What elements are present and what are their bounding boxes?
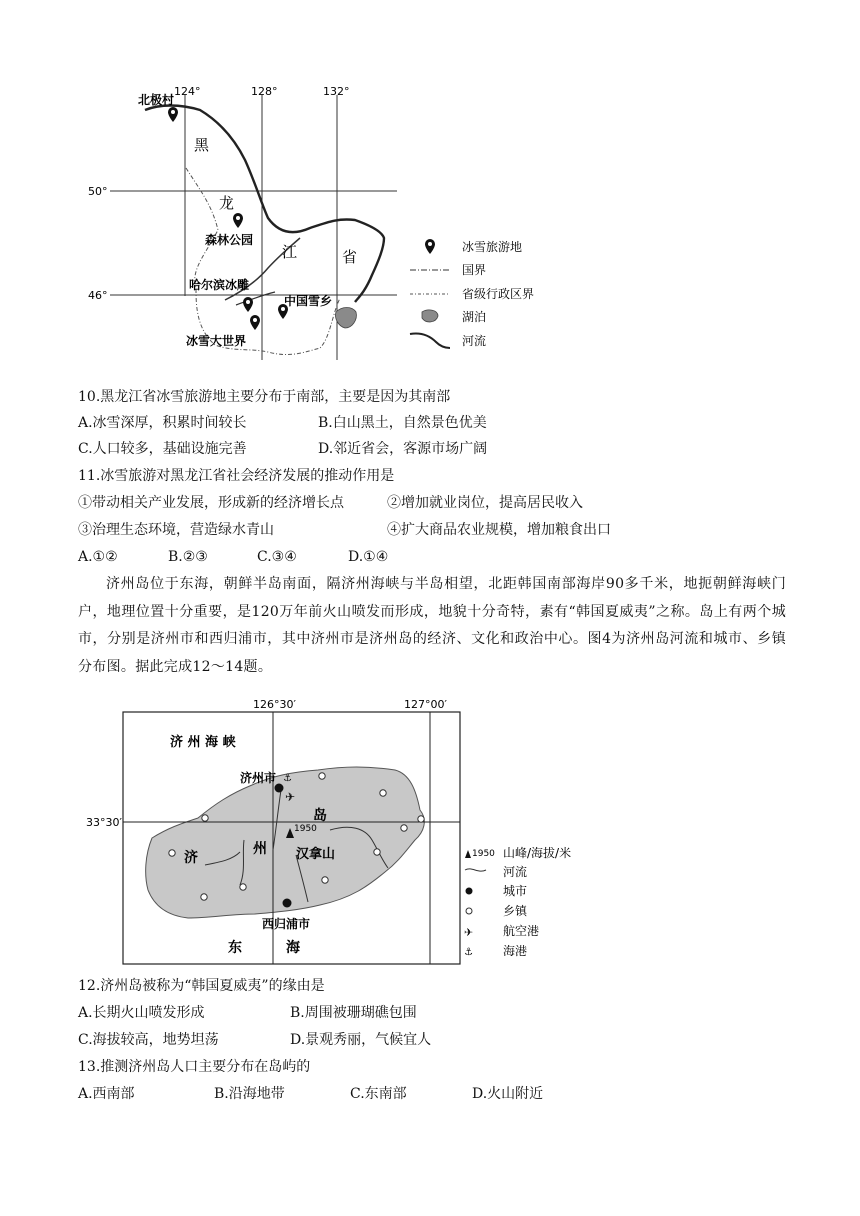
place-ice-world: 冰雪大世界: [186, 334, 247, 348]
legend-airport: 航空港: [503, 924, 540, 938]
river-south: [236, 292, 275, 305]
legend-river-icon: [410, 333, 450, 348]
q13-option-c: C.东南部: [350, 1086, 407, 1102]
q12-stem: 12.济州岛被称为“韩国夏威夷”的缘由是: [78, 978, 325, 994]
place-snow-town: 中国雪乡: [284, 294, 333, 308]
q11-item-1: ①带动相关产业发展，形成新的经济增长点: [78, 495, 344, 511]
province-char-sheng: 省: [342, 248, 358, 266]
lat-label-46: 46°: [88, 289, 108, 302]
q10-stem: 10.黑龙江省冰雪旅游地主要分布于南部，主要是因为其南部: [78, 389, 451, 405]
q13-option-a: A.西南部: [78, 1086, 135, 1102]
city-label-seogwipo: 西归浦市: [262, 917, 311, 931]
q12-option-c: C.海拔较高，地势坦荡: [78, 1032, 219, 1048]
q13-option-b: B.沿海地带: [214, 1086, 285, 1102]
province-char-long: 龙: [219, 194, 235, 212]
q11-option-a: A.①②: [78, 549, 118, 565]
legend-seaport: 海港: [503, 944, 528, 958]
q11-item-2: ②增加就业岗位，提高居民收入: [387, 495, 583, 511]
q11-item-4: ④扩大商品农业规模，增加粮食出口: [387, 522, 611, 538]
legend-river-icon: [465, 869, 486, 871]
legend-tourist-site: 冰雪旅游地: [462, 240, 523, 254]
legend-city: 城市: [503, 884, 528, 898]
legend-national-border: 国界: [462, 263, 487, 277]
beiji-village-marker: [168, 107, 178, 122]
q13-stem: 13.推测济州岛人口主要分布在岛屿的: [78, 1059, 311, 1075]
legend-town: 乡镇: [503, 904, 528, 918]
island-char-2: 州: [253, 841, 267, 857]
lon-label-126-30: 126°30′: [253, 698, 296, 711]
legend-airport-icon: ✈: [464, 926, 474, 939]
map1-markers: [168, 107, 288, 330]
city-label-jeju: 济州市: [240, 771, 277, 785]
q10-option-c: C.人口较多，基础设施完善: [78, 441, 247, 457]
legend-city-icon: [466, 888, 473, 895]
peak-name: 汉拿山: [296, 847, 336, 862]
q13-option-d: D.火山附近: [472, 1086, 544, 1102]
legend-marker-icon: [425, 239, 435, 254]
q12-option-b: B.周围被珊瑚礁包围: [290, 1005, 417, 1021]
place-beiji-village: 北极村: [138, 93, 175, 107]
legend-province-boundary: 省级行政区界: [462, 287, 535, 301]
q11-option-d: D.①④: [348, 549, 389, 565]
ice-world-marker: [250, 315, 260, 330]
legend-lake-icon: [422, 310, 438, 322]
lake-xingkai: [335, 308, 356, 329]
airport-icon: ✈: [285, 790, 296, 804]
forest-park-marker: [233, 213, 243, 228]
island-char-1: 济: [184, 850, 198, 866]
sea-char-2: 海: [286, 940, 300, 956]
legend-peak-icon: [465, 850, 471, 858]
legend-peak-value: 1950: [472, 849, 495, 859]
legend-seaport-icon: ⚓: [464, 947, 473, 958]
place-harbin-ice: 哈尔滨冰雕: [189, 278, 250, 292]
lat-label-50: 50°: [88, 185, 108, 198]
legend-peak-label: 山峰/海拔/米: [503, 846, 572, 860]
heilongjiang-map: [0, 0, 560, 360]
q10-option-b: B.白山黑土，自然景色优美: [318, 415, 487, 431]
strait-label: 济 州 海 峡: [170, 735, 236, 750]
seaport-icon: ⚓: [283, 773, 292, 784]
q10-option-a: A.冰雪深厚，积累时间较长: [78, 415, 247, 431]
q12-option-d: D.景观秀丽，气候宜人: [290, 1032, 432, 1048]
q10-option-d: D.邻近省会，客源市场广阔: [318, 441, 488, 457]
legend-lake: 湖泊: [462, 310, 487, 324]
legend-river: 河流: [503, 865, 528, 879]
map2-legend: [464, 845, 571, 958]
lon-label-128: 128°: [251, 85, 278, 98]
jeju-passage: 济州岛位于东海，朝鲜半岛南面，隔济州海峡与半岛相望，北距韩国南部海岸90多千米，地扼朝鲜海峡门户，地理位置十分重要，是120万年前火山喷发而形成，地貌十分奇特，素有“韩国夏威夷”之称。岛上有两个城市，分别是济州市和西归浦市，其中济州市是济州岛的经济、文化和政治中心。图4为济州岛河流和城市、乡镇分布图。据此完成12～14题。: [78, 576, 786, 675]
province-char-jiang: 江: [282, 243, 298, 261]
map1-legend: [410, 239, 534, 348]
province-char-hei: 黑: [194, 136, 210, 154]
island-char-3: 岛: [313, 808, 327, 824]
lat-label-33-30: 33°30′: [86, 816, 122, 829]
lon-label-127-00: 127°00′: [404, 698, 447, 711]
place-forest-park: 森林公园: [205, 233, 254, 247]
legend-town-icon: [466, 908, 472, 914]
harbin-ice-marker: [243, 297, 253, 312]
q12-option-a: A.长期火山喷发形成: [78, 1005, 205, 1021]
q11-option-b: B.②③: [168, 549, 208, 565]
sea-char-1: 东: [228, 940, 242, 956]
q11-item-3: ③治理生态环境，营造绿水青山: [78, 522, 274, 538]
lon-label-132: 132°: [323, 85, 350, 98]
jeju-map: [0, 690, 600, 975]
lon-label-124: 124°: [174, 85, 201, 98]
seogwipo-city-dot: [283, 899, 292, 908]
q11-option-c: C.③④: [257, 549, 297, 565]
q11-stem: 11.冰雪旅游对黑龙江省社会经济发展的推动作用是: [78, 468, 395, 484]
legend-river: 河流: [462, 334, 487, 348]
province-boundary: [186, 168, 340, 355]
peak-elevation: 1950: [294, 824, 317, 834]
